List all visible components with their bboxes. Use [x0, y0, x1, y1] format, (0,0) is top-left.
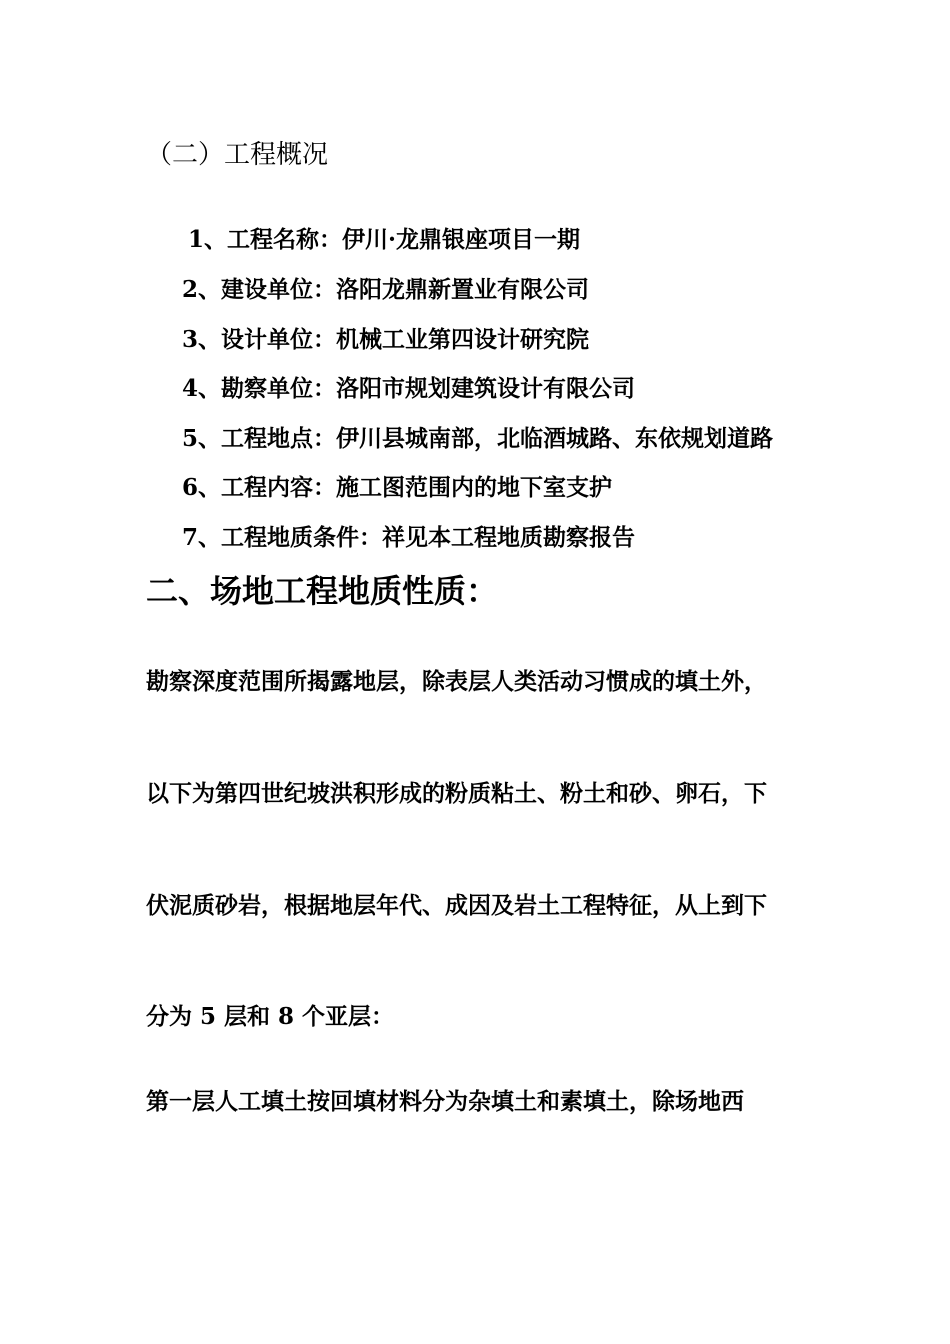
overview-item-geology: 7、工程地质条件：祥见本工程地质勘察报告 — [182, 524, 636, 551]
overview-heading: （二）工程概况 — [146, 140, 329, 170]
overview-item-location: 5、工程地点：伊川县城南部，北临酒城路、东依规划道路 — [182, 425, 774, 452]
paragraph-line: 伏泥质砂岩，根据地层年代、成因及岩土工程特征，从上到下 — [146, 892, 767, 919]
paragraph-line: 以下为第四世纪坡洪积形成的粉质粘土、粉土和砂、卵石，下 — [146, 780, 767, 807]
paragraph-line: 第一层人工填土按回填材料分为杂填土和素填土，除场地西 — [146, 1088, 744, 1115]
paragraph-line: 勘察深度范围所揭露地层，除表层人类活动习惯成的填土外， — [146, 668, 767, 695]
geology-section-heading: 二、场地工程地质性质： — [146, 572, 499, 610]
overview-item-name: 1、工程名称：伊川·龙鼎银座项目一期 — [188, 226, 581, 253]
overview-item-surveyor: 4、勘察单位：洛阳市规划建筑设计有限公司 — [182, 375, 636, 402]
paragraph-line: 分为 5 层和 8 个亚层： — [146, 1003, 395, 1030]
overview-item-builder: 2、建设单位：洛阳龙鼎新置业有限公司 — [182, 276, 590, 303]
overview-item-content: 6、工程内容：施工图范围内的地下室支护 — [182, 474, 613, 501]
overview-item-designer: 3、设计单位：机械工业第四设计研究院 — [182, 326, 590, 353]
